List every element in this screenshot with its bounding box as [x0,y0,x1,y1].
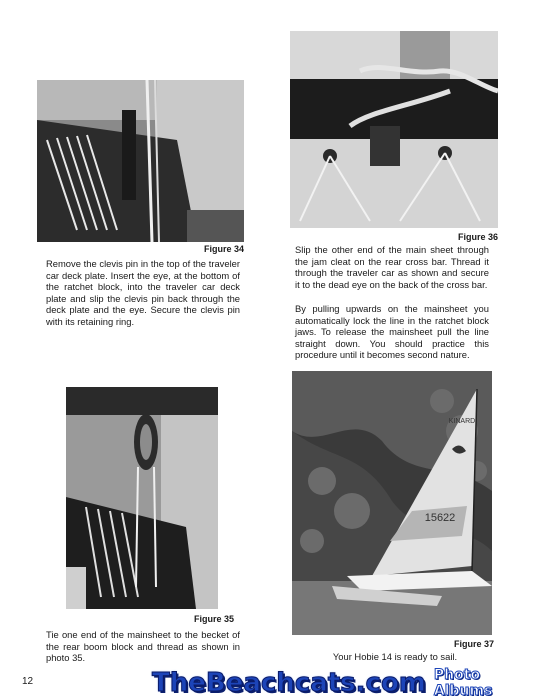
sail-number: 15622 [424,512,456,524]
figure-36-label: Figure 36 [457,232,498,242]
sail-brand-text: KINARD [448,418,476,425]
watermark-banner [152,665,540,700]
figure-36-photo [290,31,498,228]
figure-36-caption-2: By pulling upwards on the mainsheet you automatically lock the line in the ratchet block jaws. To release the mainsheet pull the line straight down. You should practice this procedure until it becomes second nature. [295,303,489,360]
figure-34-caption: Remove the clevis pin in the top of the traveler car deck plate. Insert the eye, at the bottom of the ratchet block, into the traveler car deck plate and slip the clevis pin back through the deck plate and the eye. Secure the clevis pin with its retaining ring. [46,258,240,327]
figure-34-label: Figure 34 [203,244,244,254]
figure-35-caption: Tie one end of the mainsheet to the becket of the rear boom block and thread as shown in photo 35. [46,629,240,663]
page-number: 12 [22,676,34,687]
figure-37-photo [292,371,492,635]
figure-34-photo [37,80,244,242]
figure-37-caption: Your Hobie 14 is ready to sail. [332,651,458,662]
figure-35-label: Figure 35 [193,614,234,624]
figure-37-label: Figure 37 [453,639,494,649]
watermark-site-name: TheBeachcats.com [152,667,426,698]
figure-35-photo [66,387,218,609]
watermark-photo-albums: Photo Albums [433,666,493,699]
figure-36-caption-1: Slip the other end of the main sheet through the jam cleat on the rear cross bar. Thread it through the traveler car as shown and secure it to the dead eye on the back of the cross bar. [295,244,489,290]
